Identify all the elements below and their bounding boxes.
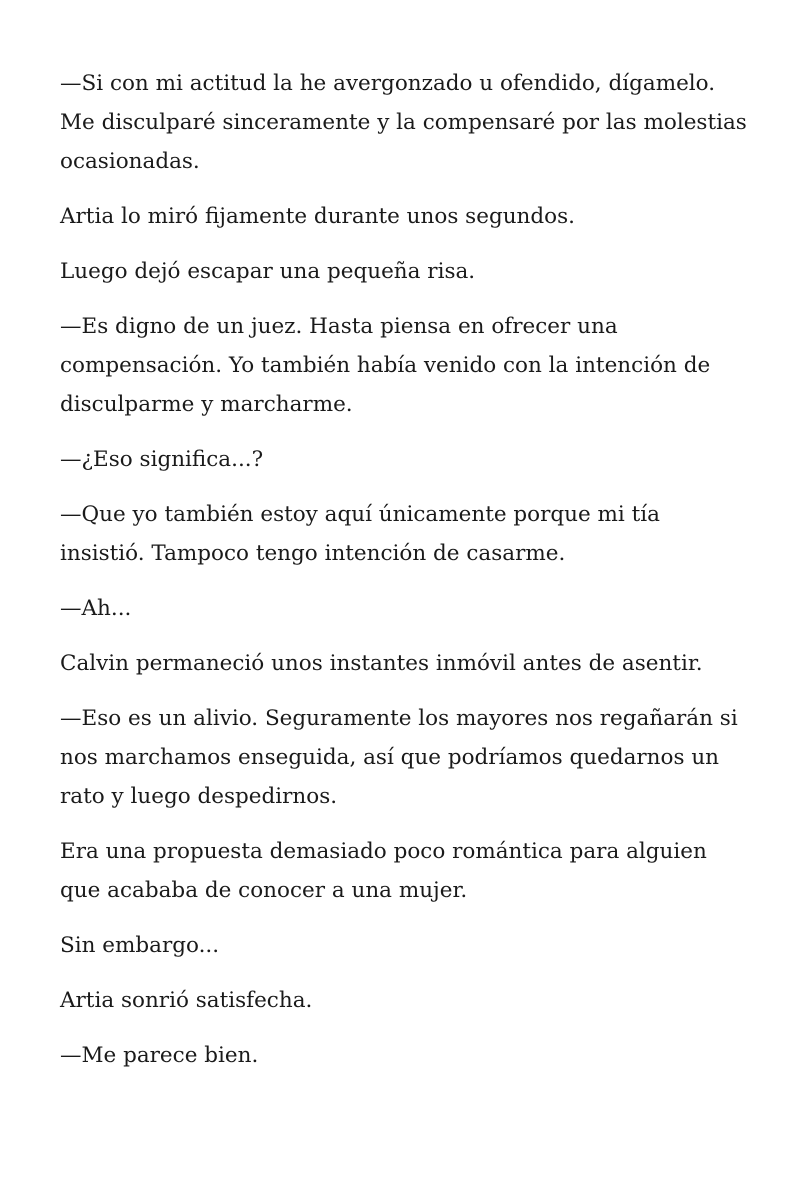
paragraph: Artia lo miró fijamente durante unos segundos. — [60, 204, 575, 229]
book-page-text — [60, 64, 750, 1091]
paragraph: Sin embargo... — [60, 933, 220, 958]
paragraph: —Es digno de un juez. Hasta piensa en ofrecer una compensación. Yo también había venido con la intención de disculparme y marcharme. — [60, 314, 711, 417]
paragraph: Calvin permaneció unos instantes inmóvil antes de asentir. — [60, 651, 703, 676]
paragraph: —Si con mi actitud la he avergonzado u ofendido, dígamelo. Me disculparé sinceramente y la compensaré por las molestias ocasionadas. — [60, 71, 747, 174]
paragraph: Era una propuesta demasiado poco romántica para alguien que acababa de conocer a una mujer. — [60, 839, 707, 903]
paragraph: —¿Eso significa...? — [60, 447, 264, 472]
paragraph: Artia sonrió satisfecha. — [60, 988, 313, 1013]
paragraph: —Eso es un alivio. Seguramente los mayores nos regañarán si nos marchamos enseguida, así que podríamos quedarnos un rato y luego despedirnos. — [60, 706, 738, 809]
paragraph: —Ah... — [60, 596, 132, 621]
paragraph: —Que yo también estoy aquí únicamente porque mi tía insistió. Tampoco tengo intención de casarme. — [60, 502, 660, 566]
paragraph: Luego dejó escapar una pequeña risa. — [60, 259, 476, 284]
paragraph: —Me parece bien. — [60, 1043, 259, 1068]
